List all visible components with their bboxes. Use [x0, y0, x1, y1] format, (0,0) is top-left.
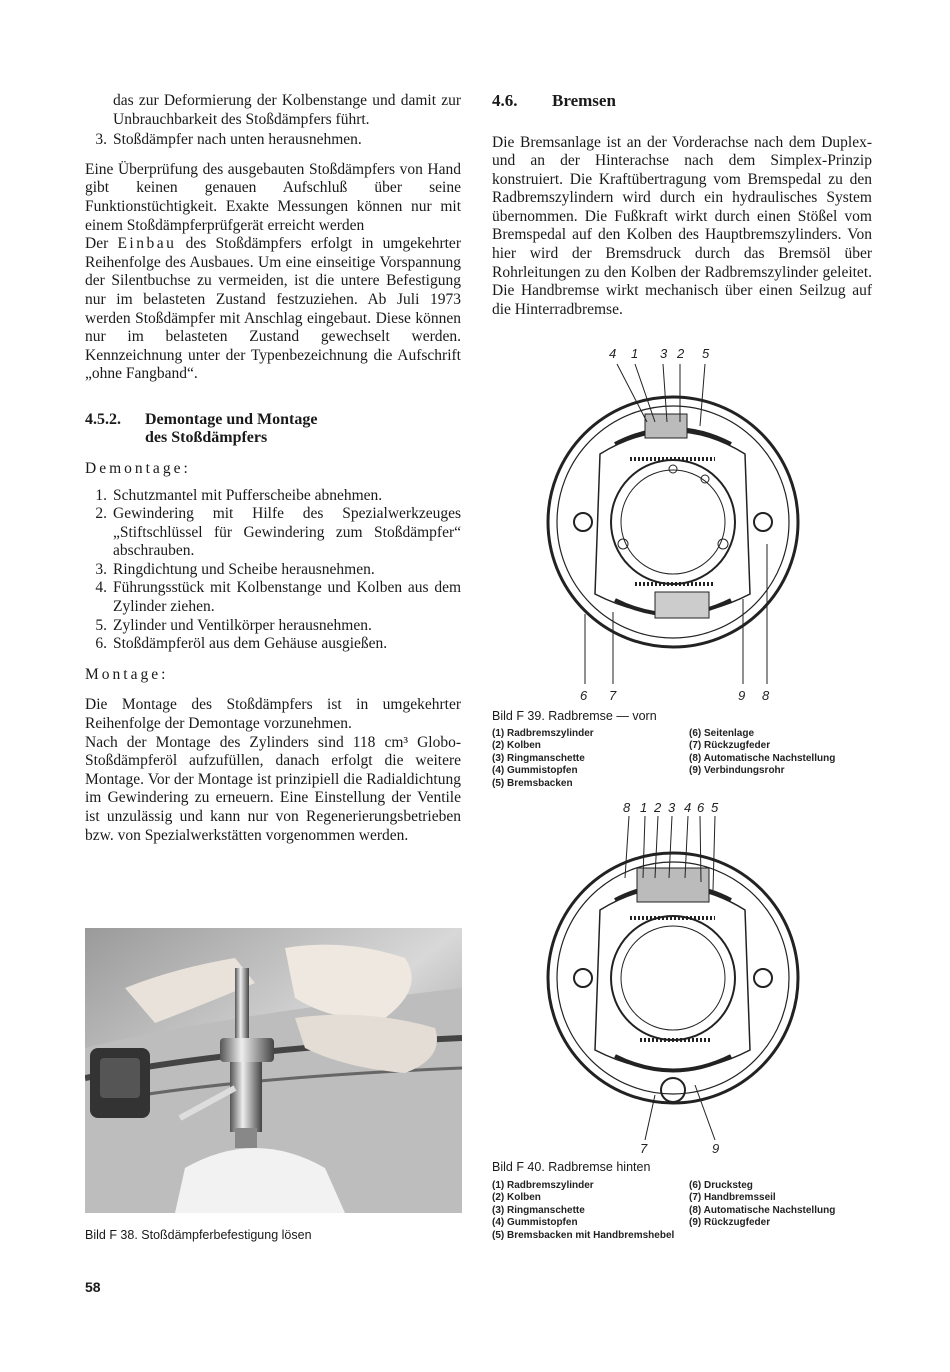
fig39-caption: Bild F 39. Radbremse — vorn [492, 709, 657, 723]
legend-row [492, 1230, 872, 1242]
paragraph-check: Eine Überprüfung des ausgebauten Stoßdämpfers von Hand gibt keinen genauen Aufschluß über seine Funktionstüchtigkeit. Exakte Messungen können nur mit einem Stoßdämpferprüfgerät erreicht werden [85, 160, 461, 234]
rear-brake-diagram [545, 800, 800, 1155]
legend-entry: (8) Automatische Nachstellung [689, 1204, 836, 1216]
label-4: 4 [609, 346, 617, 361]
legend-entry: (5) Bremsbacken [492, 777, 573, 789]
demontage-steps [85, 487, 461, 654]
legend-row [492, 753, 872, 765]
list-item: 1. Schutzmantel mit Pufferscheibe abnehmen. [95, 486, 383, 504]
legend-entry: (2) Kolben [492, 740, 541, 752]
label-9: 9 [738, 688, 746, 703]
legend-row [492, 778, 872, 790]
label-3: 3 [660, 346, 668, 361]
label-8: 8 [623, 800, 631, 815]
step-list-continued [85, 131, 461, 150]
legend-entry: (8) Automatische Nachstellung [689, 752, 836, 764]
label-7: 7 [609, 688, 617, 703]
legend-entry: (4) Gummistopfen [492, 1217, 578, 1229]
list-item: 3. Ringdichtung und Scheibe herausnehmen. [95, 560, 375, 578]
legend-entry: (2) Kolben [492, 1192, 541, 1204]
montage-label: Montage: [85, 665, 169, 683]
figure-rear-brake [545, 800, 800, 1155]
list-item: 5. Zylinder und Ventilkörper herausnehmen. [95, 616, 372, 634]
brakes-intro: Die Bremsanlage ist an der Vorderachse nach dem Duplex- und an der Hinterachse nach dem Simplex-Prinzip konstruiert. Die Kraftübertragung vom Bremspedal zu den Radbremszylindern wird durch ein hydraulisches System übernommen. Die Fußkraft wirkt durch einen Stößel vom Bremspedal auf den Kolben des Hauptbremszylinders. Von hier wird der Bremsdruck durch das Bremsöl über Rohrleitungen zu den Kolben der Radbremszylinder geleitet. Die Handbremse wirkt mechanisch über einen Seilzug auf die Hinterradbremse. [492, 133, 872, 318]
figure-front-brake [545, 344, 800, 704]
legend-entry: (1) Radbremszylinder [492, 728, 594, 739]
list-item: 4. Führungsstück mit Kolbenstange und Kolben aus dem Zylinder ziehen. [95, 579, 461, 616]
section-heading-4-5-2: 4.5.2. Demontage und Montage des Stoßdämpfers [85, 410, 318, 447]
montage-paragraph-2: Nach der Montage des Zylinders sind 118 cm³ Globo-Stoßdämpferöl aufzufüllen, danach erfolgt die weitere Montage. Vor der Montage ist prinzipiell die Radialdichtung im Gewindering zu erneuern. Eine Einstellung der Ventile ist unzulässig und kann nur von Regenerierungsbetrieben bzw. von Spezialwerkstätten vorgenommen werden. [85, 733, 461, 844]
photo-shock-absorber-tool [85, 928, 462, 1213]
legend-row [492, 1217, 872, 1229]
front-brake-diagram [545, 344, 800, 704]
list-item: 6. Stoßdämpferöl aus dem Gehäuse ausgießen. [95, 635, 388, 653]
photo-illustration [85, 928, 462, 1213]
legend-row [492, 1205, 872, 1217]
label-7: 7 [640, 1141, 648, 1155]
paragraph-einbau: Der Einbau des Stoßdämpfers erfolgt in umgekehrter Reihenfolge des Ausbaues. Um eine einseitige Vorspannung der Silentbuchse zu vermeiden, ist die untere Befestigung nur im belasteten Zustand festzuziehen. Ab Juli 1973 werden Stoßdämpfer mit Anschlag eingebaut. Diese können nur im belasteten Zustand gewechselt werden. Kennzeichnung unter der Typenbezeichnung die Aufschrift „ohne Fangband“. [85, 235, 461, 383]
legend-row [492, 1180, 872, 1192]
right-column [492, 92, 872, 319]
label-6: 6 [697, 800, 705, 815]
legend-entry: (9) Rückzugfeder [689, 1217, 771, 1229]
legend-entry: (3) Ringmanschette [492, 752, 585, 764]
legend-entry: (3) Ringmanschette [492, 1204, 585, 1216]
label-6: 6 [580, 688, 588, 703]
paragraph-continuation: das zur Deformierung der Kolbenstange und damit zur Unbrauchbarkeit des Stoßdämpfers führt. [113, 92, 461, 128]
legend-entry: (9) Verbindungsrohr [689, 765, 785, 777]
fig39-legend [492, 728, 872, 790]
label-4: 4 [684, 800, 692, 815]
label-3: 3 [668, 800, 676, 815]
label-2: 2 [654, 800, 662, 815]
section-heading-4-6: 4.6. Bremsen [492, 91, 616, 110]
photo-caption: Bild F 38. Stoßdämpferbefestigung lösen [85, 1228, 312, 1242]
legend-entry: (7) Handbremsseil [689, 1192, 776, 1204]
legend-row [492, 1192, 872, 1204]
legend-entry: (6) Drucksteg [689, 1180, 753, 1191]
left-column [85, 92, 461, 845]
legend-entry: (5) Bremsbacken mit Handbremshebel [492, 1229, 675, 1241]
montage-paragraph-1: Die Montage des Stoßdämpfers ist in umgekehrter Reihenfolge der Demontage vorzunehmen. [85, 696, 461, 733]
legend-row [492, 765, 872, 777]
label-5: 5 [702, 346, 710, 361]
demontage-label: Demontage: [85, 459, 191, 477]
fig40-caption: Bild F 40. Radbremse hinten [492, 1160, 651, 1174]
list-item: 3. Stoßdämpfer nach unten herausnehmen. [95, 131, 362, 149]
legend-entry: (4) Gummistopfen [492, 765, 578, 777]
legend-row [492, 728, 872, 740]
list-item: 2. Gewindering mit Hilfe des Spezialwerkzeuges „Stiftschlüssel für Gewindering zum Stoßdämpfer“ abschrauben. [95, 505, 461, 560]
legend-entry: (1) Radbremszylinder [492, 1180, 594, 1191]
legend-entry: (7) Rückzugfeder [689, 740, 771, 752]
label-1: 1 [640, 800, 648, 815]
label-5: 5 [711, 800, 719, 815]
label-9: 9 [712, 1141, 720, 1155]
label-1: 1 [631, 346, 639, 361]
label-8: 8 [762, 688, 770, 703]
fig40-legend [492, 1180, 872, 1242]
legend-entry: (6) Seitenlage [689, 728, 755, 739]
label-2: 2 [677, 346, 685, 361]
page-number: 58 [85, 1279, 101, 1295]
legend-row [492, 740, 872, 752]
